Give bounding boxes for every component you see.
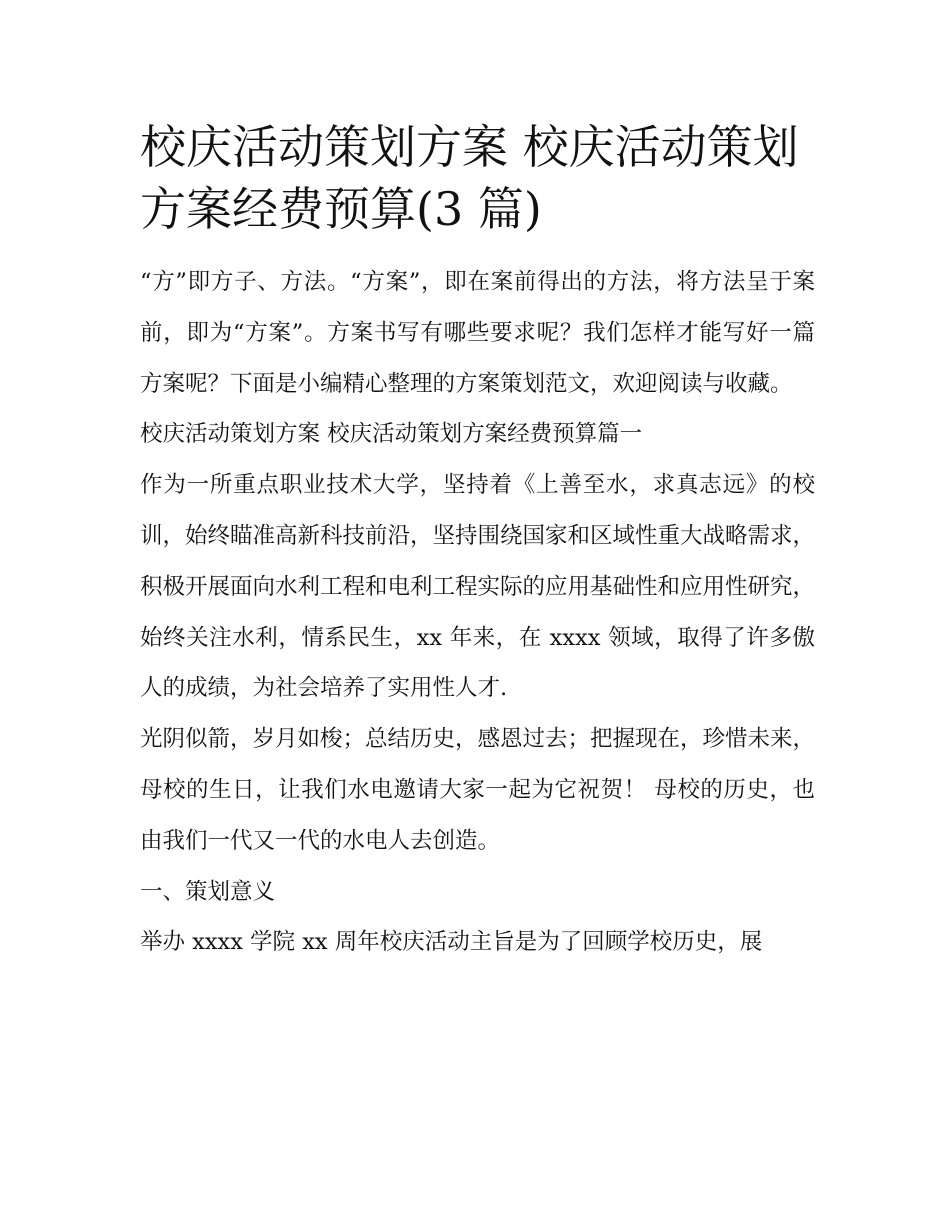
section-heading: 校庆活动策划方案 校庆活动策划方案经费预算篇一	[140, 421, 643, 448]
subsection-heading: 一、策划意义	[140, 878, 276, 905]
intro-paragraph: “方”即方子、方法。“方案”，即在案前得出的方法，将方法呈于案前，即为“方案”。方案书写有哪些要求呢？我们怎样才能写好一篇方案呢？下面是小编精心整理的方案策划范文，欢迎阅读与收藏。	[140, 269, 815, 397]
body-paragraph: 举办 xxxx 学院 xx 周年校庆活动主旨是为了回顾学校历史，展	[140, 929, 763, 956]
document-title: 校庆活动策划方案 校庆活动策划方案经费预算(3 篇)	[140, 120, 799, 236]
document-page	[140, 116, 815, 968]
body-paragraph: 光阴似箭，岁月如梭；总结历史，感恩过去；把握现在，珍惜未来，母校的生日，让我们水电邀请大家一起为它祝贺！ 母校的历史，也由我们一代又一代的水电人去创造。	[140, 726, 816, 854]
body-paragraph: 作为一所重点职业技术大学，坚持着《上善至水，求真志远》的校训，始终瞄准高新科技前沿，坚持围绕国家和区域性重大战略需求，积极开展面向水利工程和电利工程实际的应用基础性和应用性研究，始终关注水利，情系民生，xx 年来，在 xxxx 领域，取得了许多傲人的成绩，为社会培养了实用性人才.	[140, 472, 816, 702]
